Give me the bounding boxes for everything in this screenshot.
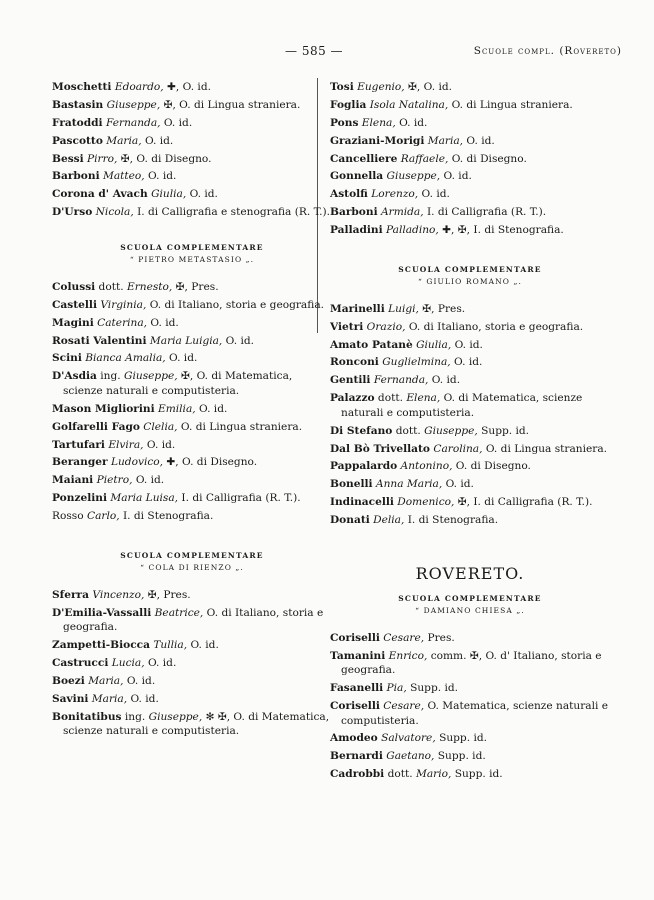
cola-di-rienzo-staff-list	[52, 588, 332, 739]
staff-entry	[52, 606, 332, 635]
staff-given-name: Vincenzo,	[92, 588, 145, 601]
staff-role: O. id.	[395, 116, 428, 129]
staff-entry	[330, 302, 610, 317]
staff-given-name: Nicola,	[95, 206, 134, 219]
staff-surname: Pascotto	[52, 134, 103, 147]
staff-role: I. di Calligrafia (R. T.).	[178, 492, 301, 505]
staff-entry	[330, 373, 610, 388]
staff-surname: Cadrobbi	[330, 768, 385, 781]
staff-given-name: Caterina,	[97, 316, 148, 329]
staff-entry	[330, 767, 610, 782]
staff-role: I. di Calligrafia e stenografia (R. T.).	[133, 206, 330, 219]
staff-role: O. id.	[195, 402, 228, 415]
staff-given-name: Pia,	[386, 682, 407, 695]
staff-given-name: Gaetano,	[386, 750, 435, 763]
staff-surname: Tamanini	[330, 649, 386, 662]
staff-given-name: Elena,	[361, 116, 396, 129]
staff-role: ✠, O. di Matematica, scienze naturali e computisteria.	[63, 370, 293, 397]
staff-given-name: Giuseppe,	[386, 170, 441, 183]
staff-role: O. id.	[418, 188, 450, 201]
staff-role: O. id.	[450, 356, 483, 369]
staff-role: O. id.	[451, 338, 483, 351]
staff-role: O. di Matematica, scienze naturali e computisteria.	[341, 392, 583, 419]
staff-surname: Bastasin	[52, 98, 104, 111]
staff-surname: Pons	[330, 116, 359, 129]
staff-entry	[52, 509, 332, 524]
staff-surname: Di Stefano	[330, 424, 393, 437]
staff-surname: Magini	[52, 316, 94, 329]
staff-surname: Coriselli	[330, 631, 380, 644]
staff-given-name: Giulia,	[416, 338, 452, 351]
staff-role: O. id.	[442, 478, 474, 491]
staff-role: O. di Italiano, storia e geografia.	[146, 298, 325, 311]
staff-surname: Bonitatibus	[52, 710, 122, 723]
running-head: Scuole compl. (Rovereto)	[473, 45, 622, 57]
staff-entry	[330, 731, 610, 746]
staff-surname: Barboni	[52, 170, 100, 183]
section-title: SCUOLA COMPLEMENTARE	[398, 593, 542, 603]
staff-surname: D'Asdia	[52, 370, 97, 383]
staff-role: Supp. id.	[477, 424, 530, 437]
staff-entry	[52, 656, 332, 671]
staff-surname: Indinacelli	[330, 496, 394, 509]
staff-surname: Mason Migliorini	[52, 402, 155, 415]
staff-entry	[52, 187, 332, 202]
staff-entry	[330, 205, 610, 220]
staff-role: O. di Italiano, storia e geografia.	[63, 606, 324, 634]
staff-surname: Amodeo	[330, 732, 378, 745]
staff-entry	[52, 402, 332, 417]
section-subtitle: “ COLA DI RIENZO „.	[140, 562, 244, 572]
staff-role: O. id.	[463, 134, 495, 147]
staff-role: Supp. id.	[406, 682, 459, 695]
staff-entry	[52, 316, 332, 331]
staff-entry	[330, 116, 610, 131]
staff-surname: D'Emilia-Vassalli	[52, 606, 152, 619]
staff-given-name: Matteo,	[102, 170, 145, 183]
staff-role: ✚, O. di Disegno.	[163, 456, 258, 469]
staff-entry	[52, 420, 332, 435]
staff-role: Supp. id.	[434, 750, 486, 763]
staff-surname: Coriselli	[330, 699, 380, 712]
staff-surname: Scini	[52, 352, 82, 365]
section-subtitle: “ PIETRO METASTASIO „.	[129, 254, 255, 264]
staff-entry	[330, 699, 610, 728]
right-column	[330, 80, 610, 785]
staff-given-name: Virginia,	[100, 298, 147, 311]
staff-given-name: Maria Luisa,	[110, 492, 179, 505]
staff-surname: Rosso	[52, 510, 84, 523]
staff-surname: Beranger	[52, 456, 108, 469]
staff-title: dott.	[374, 392, 407, 405]
staff-given-name: Carolina,	[433, 442, 483, 455]
staff-given-name: Ludovico,	[110, 456, 164, 469]
staff-surname: Ronconi	[330, 356, 379, 369]
staff-title: dott.	[384, 768, 416, 781]
staff-given-name: Delia,	[373, 514, 405, 527]
staff-entry	[330, 495, 610, 510]
staff-role: I. di Calligrafia (R. T.).	[423, 206, 547, 219]
staff-given-name: Bianca Amalia,	[85, 352, 166, 365]
staff-entry	[52, 491, 332, 506]
staff-entry	[330, 187, 610, 202]
staff-entry	[330, 649, 610, 678]
staff-entry	[52, 710, 332, 739]
staff-role: O. id.	[186, 188, 218, 201]
staff-given-name: Giuseppe,	[124, 370, 178, 383]
staff-entry	[52, 638, 332, 653]
staff-given-name: Pirro,	[87, 152, 118, 165]
staff-surname: Tosi	[330, 81, 354, 93]
staff-surname: Astolfi	[330, 188, 368, 201]
staff-given-name: Beatrice,	[154, 606, 204, 619]
section-title: SCUOLA COMPLEMENTARE	[120, 550, 264, 560]
staff-role: O. di Lingua straniera.	[448, 98, 573, 111]
staff-surname: Fasanelli	[330, 682, 384, 695]
section-title: SCUOLA COMPLEMENTARE	[120, 242, 264, 252]
staff-entry	[330, 459, 610, 474]
staff-role: O. id.	[141, 134, 174, 147]
staff-surname: Zampetti-Biocca	[52, 639, 150, 652]
staff-title: ing.	[96, 370, 125, 383]
staff-given-name: Orazio,	[366, 320, 406, 333]
staff-surname: Vietri	[330, 320, 364, 333]
staff-given-name: Enrico,	[388, 649, 428, 662]
staff-surname: Marinelli	[330, 302, 385, 315]
staff-entry	[52, 205, 332, 220]
staff-role: ✠, O. id.	[404, 81, 453, 93]
staff-given-name: Raffaele,	[400, 152, 449, 165]
staff-given-name: Anna Maria,	[375, 478, 443, 491]
staff-surname: Golfarelli Fago	[52, 420, 140, 433]
staff-entry	[52, 455, 332, 470]
staff-surname: Colussi	[52, 280, 96, 293]
staff-surname: Boezi	[52, 674, 85, 687]
page-header	[0, 44, 654, 64]
staff-given-name: Clelia,	[143, 420, 178, 433]
staff-title: ing.	[121, 710, 149, 723]
staff-given-name: Lorenzo,	[371, 188, 419, 201]
staff-given-name: Maria,	[88, 674, 124, 687]
staff-surname: Moschetti	[52, 81, 112, 93]
right-continued-list	[330, 80, 610, 238]
staff-entry	[52, 116, 332, 131]
staff-surname: Castelli	[52, 298, 97, 311]
staff-role: O. id.	[440, 170, 472, 183]
staff-surname: Donati	[330, 514, 370, 527]
staff-given-name: Edoardo,	[114, 81, 164, 93]
staff-entry	[330, 477, 610, 492]
staff-role: O. Matematica, scienze naturali e computisteria.	[341, 699, 609, 727]
section-title: SCUOLA COMPLEMENTARE	[398, 264, 542, 274]
staff-given-name: Eugenio,	[357, 81, 405, 93]
staff-surname: Castrucci	[52, 656, 109, 669]
staff-entry	[52, 692, 332, 707]
staff-role: O. id.	[144, 170, 177, 183]
staff-entry	[52, 674, 332, 689]
staff-role: ✠, O. di Lingua straniera.	[160, 98, 301, 111]
staff-role: ✠, Pres.	[144, 588, 191, 601]
staff-given-name: Luigi,	[388, 302, 419, 315]
staff-entry	[52, 98, 332, 113]
staff-surname: Cancelliere	[330, 152, 398, 165]
staff-entry	[52, 334, 332, 349]
staff-given-name: Giuseppe,	[106, 98, 161, 111]
staff-surname: Bonelli	[330, 478, 373, 491]
left-continued-list	[52, 80, 332, 220]
staff-role: O. id.	[147, 316, 179, 329]
staff-surname: Maiani	[52, 474, 94, 487]
staff-role: O. id.	[132, 474, 165, 487]
staff-role: O. id.	[428, 374, 461, 387]
section-subtitle: “ DAMIANO CHIESA „.	[415, 605, 525, 615]
staff-entry	[330, 355, 610, 370]
staff-surname: Fratoddi	[52, 116, 103, 129]
staff-given-name: Maria,	[91, 692, 128, 705]
staff-role: ✠, I. di Calligrafia (R. T.).	[454, 496, 593, 509]
staff-role: O. id.	[127, 692, 159, 705]
staff-role: O. di Lingua straniera.	[482, 442, 608, 455]
staff-role: ✚, ✠, I. di Stenografia.	[438, 224, 564, 237]
staff-role: ✠, Pres.	[418, 302, 466, 315]
staff-surname: Dal Bò Trivellato	[330, 442, 430, 455]
staff-role: O. di Disegno.	[448, 152, 527, 165]
staff-role: O. id.	[160, 116, 193, 129]
staff-given-name: Isola Natalina,	[369, 98, 449, 111]
staff-given-name: Antonino,	[400, 460, 453, 473]
section-subtitle: “ GIULIO ROMANO „.	[417, 276, 523, 286]
staff-given-name: Maria Luigia,	[149, 334, 223, 347]
staff-given-name: Salvatore,	[381, 732, 436, 745]
staff-surname: D'Urso	[52, 206, 93, 219]
staff-entry	[330, 169, 610, 184]
staff-given-name: Elvira,	[108, 438, 144, 451]
staff-entry	[52, 473, 332, 488]
staff-role: Supp. id.	[435, 732, 487, 745]
staff-entry	[52, 280, 332, 295]
staff-role: Supp. id.	[451, 768, 503, 781]
staff-role: Pres.	[424, 631, 455, 644]
staff-entry	[330, 681, 610, 696]
staff-role: O. id.	[143, 438, 176, 451]
staff-given-name: Giuseppe,	[148, 710, 203, 723]
page-number: — 585 —	[285, 44, 344, 58]
staff-entry	[52, 369, 332, 398]
giulio-romano-staff-list	[330, 302, 610, 528]
staff-given-name: Giuseppe,	[424, 424, 478, 437]
staff-given-name: Domenico,	[397, 496, 455, 509]
staff-role: ✠, Pres.	[172, 280, 219, 293]
staff-given-name: Pietro,	[96, 474, 133, 487]
staff-surname: Gonnella	[330, 170, 384, 183]
staff-given-name: Armida,	[380, 206, 424, 219]
staff-entry	[330, 424, 610, 439]
staff-given-name: Maria,	[427, 134, 464, 147]
staff-entry	[52, 152, 332, 167]
staff-given-name: Cesare,	[383, 631, 425, 644]
staff-surname: Ponzelini	[52, 492, 107, 505]
staff-surname: Rosati Valentini	[52, 334, 147, 347]
staff-role: I. di Stenografia.	[404, 514, 499, 527]
staff-surname: Tartufari	[52, 438, 105, 451]
staff-entry	[330, 749, 610, 764]
staff-given-name: Fernanda,	[105, 116, 161, 129]
staff-entry	[330, 152, 610, 167]
staff-surname: Graziani-Morigi	[330, 134, 425, 147]
staff-entry	[330, 320, 610, 335]
staff-surname: Sferra	[52, 588, 89, 601]
staff-given-name: Palladino,	[386, 224, 439, 237]
staff-surname: Pappalardo	[330, 460, 398, 473]
staff-role: ✠, O. di Disegno.	[117, 152, 212, 165]
staff-role: O. di Disegno.	[452, 460, 531, 473]
staff-surname: Bernardi	[330, 750, 383, 763]
left-column	[52, 80, 332, 742]
staff-given-name: Giulia,	[151, 188, 187, 201]
staff-role: O. id.	[165, 352, 198, 365]
staff-entry	[52, 134, 332, 149]
staff-given-name: Tullia,	[153, 639, 188, 652]
damiano-chiesa-staff-list	[330, 631, 610, 782]
staff-given-name: Mario,	[415, 768, 452, 781]
staff-entry	[52, 169, 332, 184]
staff-given-name: Cesare,	[383, 699, 425, 712]
staff-entry	[330, 134, 610, 149]
staff-role: O. id.	[144, 656, 177, 669]
staff-surname: Barboni	[330, 206, 378, 219]
staff-role: O. id.	[187, 639, 219, 652]
staff-given-name: Maria,	[106, 134, 142, 147]
staff-surname: Gentili	[330, 374, 371, 387]
staff-surname: Palladini	[330, 224, 383, 237]
staff-role: comm. ✠, O. d' Italiano, storia e geografia.	[341, 649, 602, 677]
staff-entry	[330, 80, 610, 95]
staff-surname: Amato Patanè	[330, 338, 413, 351]
staff-entry	[52, 438, 332, 453]
staff-entry	[330, 513, 610, 528]
staff-given-name: Ernesto,	[126, 280, 173, 293]
staff-entry	[330, 98, 610, 113]
staff-title: dott.	[392, 424, 425, 437]
staff-given-name: Elena,	[406, 392, 441, 405]
staff-entry	[52, 298, 332, 313]
staff-role: ✻ ✠, O. di Matematica, scienze naturali e computisteria.	[63, 710, 330, 738]
city-heading: ROVERETO.	[415, 563, 525, 583]
staff-given-name: Emilia,	[158, 402, 196, 415]
staff-surname: Foglia	[330, 98, 367, 111]
staff-entry	[330, 391, 610, 420]
staff-role: O. di Italiano, storia e geografia.	[405, 320, 584, 333]
metastasio-staff-list	[52, 280, 332, 524]
staff-entry	[52, 80, 332, 95]
staff-entry	[52, 351, 332, 366]
staff-entry	[52, 588, 332, 603]
staff-entry	[330, 631, 610, 646]
staff-surname: Bessi	[52, 152, 84, 165]
staff-role: O. id.	[222, 334, 255, 347]
staff-given-name: Guglielmina,	[382, 356, 451, 369]
staff-surname: Savini	[52, 692, 89, 705]
staff-role: ✚, O. id.	[163, 81, 211, 93]
staff-entry	[330, 338, 610, 353]
staff-given-name: Carlo,	[86, 510, 120, 523]
staff-title: dott.	[95, 280, 127, 293]
staff-role: I. di Stenografia.	[119, 510, 214, 523]
staff-surname: Palazzo	[330, 392, 375, 405]
staff-entry	[330, 223, 610, 238]
staff-role: O. di Lingua straniera.	[177, 420, 303, 433]
staff-given-name: Fernanda,	[373, 374, 429, 387]
staff-role: O. id.	[123, 674, 156, 687]
staff-entry	[330, 442, 610, 457]
staff-given-name: Lucia,	[111, 656, 145, 669]
staff-surname: Corona d' Avach	[52, 188, 148, 201]
